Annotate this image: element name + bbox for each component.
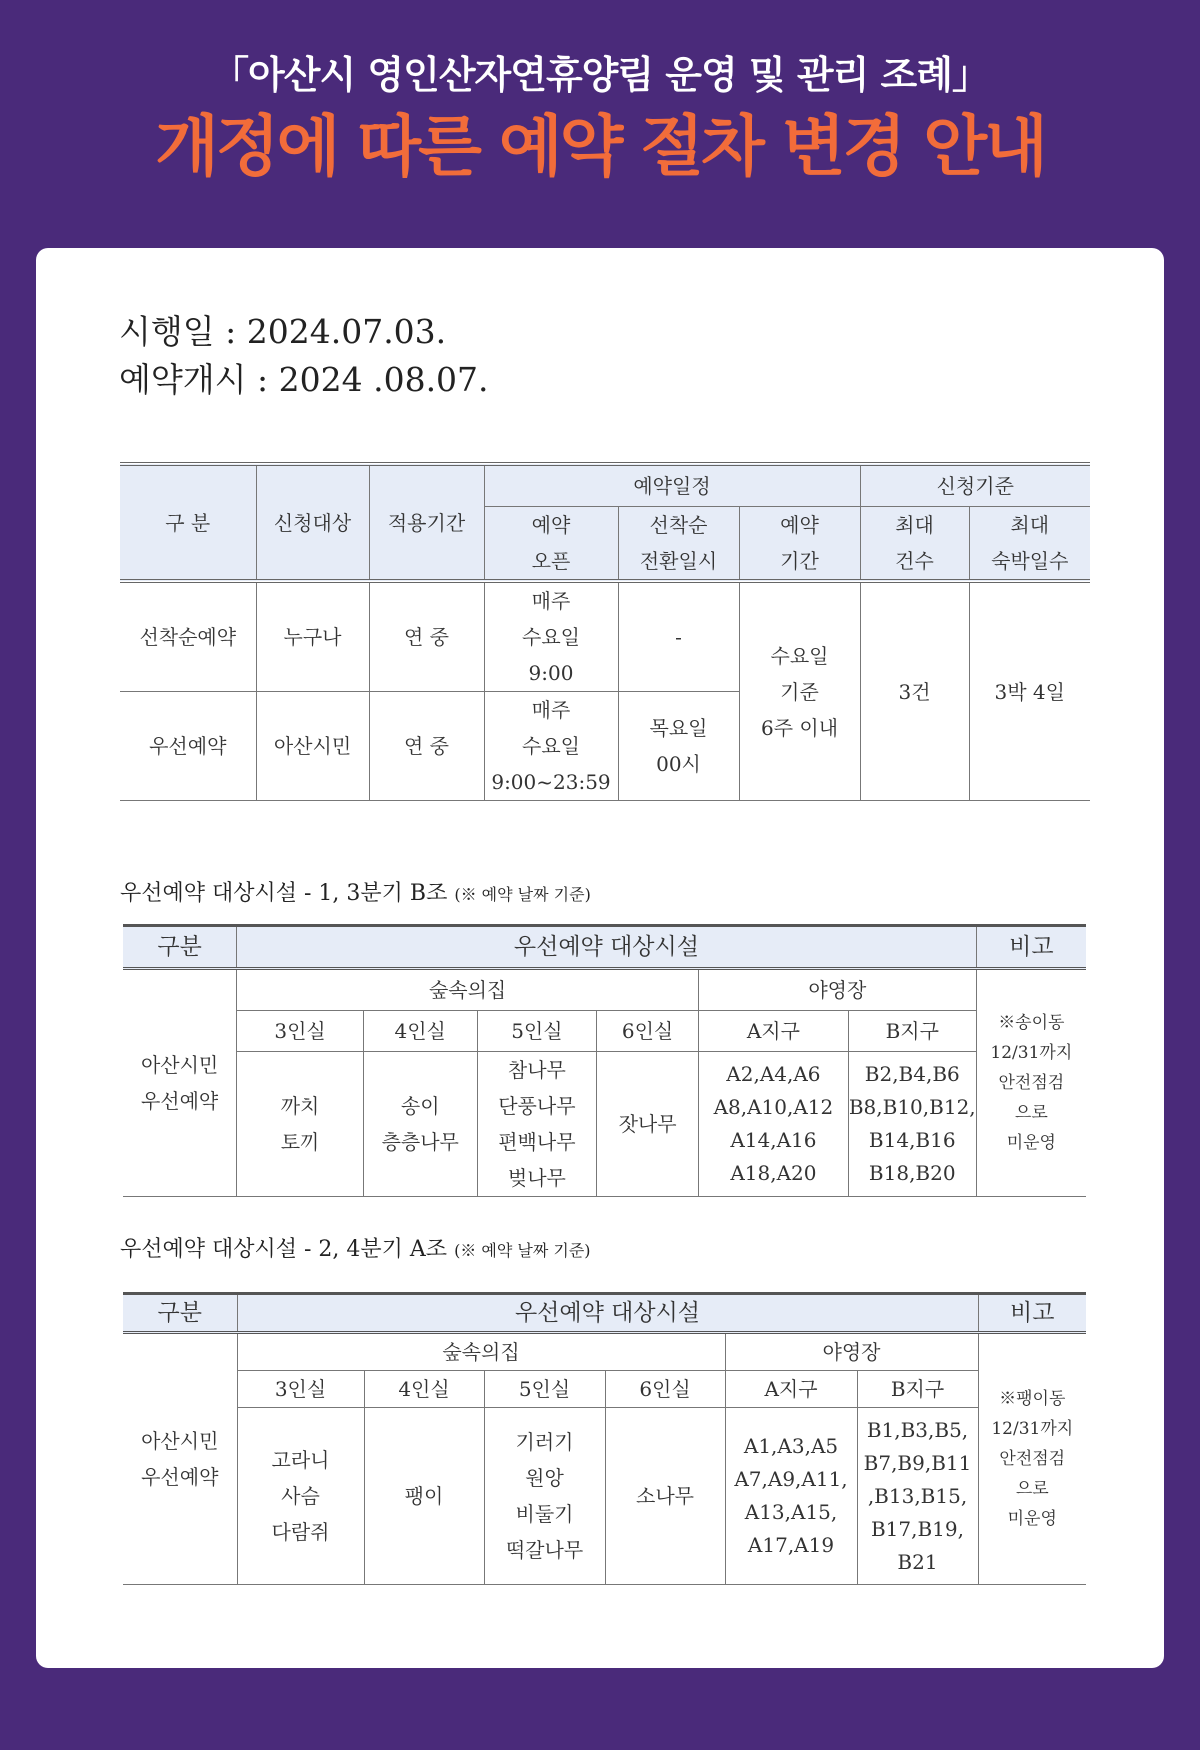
s2-r6-header: 6인실 <box>605 1371 725 1408</box>
s2-r4-cell: 팽이 <box>364 1408 484 1585</box>
header-schedule: 예약일정 <box>484 464 860 507</box>
row-open: 매주 수요일 9:00~23:59 <box>484 692 618 801</box>
header-open: 예약 오픈 <box>484 507 618 582</box>
s1-remarks: ※송이동 12/31까지 안전점검 으로 미운영 <box>976 969 1086 1197</box>
reservation-start-date: 예약개시 : 2024 .08.07. <box>119 360 489 399</box>
header-target: 신청대상 <box>256 464 369 581</box>
s2-a-cell: A1,A3,A5 A7,A9,A11, A13,A15, A17,A19 <box>725 1408 857 1585</box>
s2-r5-cell: 기러기 원앙 비둘기 떡갈나무 <box>484 1408 605 1585</box>
section1-label: 우선예약 대상시설 - 1, 3분기 B조 (※ 예약 날짜 기준) <box>120 881 591 906</box>
section2-label: 우선예약 대상시설 - 2, 4분기 A조 (※ 예약 날짜 기준) <box>120 1237 591 1262</box>
row-category: 선착순예약 <box>120 581 256 692</box>
ordinance-subtitle: 「아산시 영인산자연휴양림 운영 및 관리 조례」 <box>211 53 989 97</box>
table-row <box>120 581 1090 692</box>
s1-r3-cell: 까치 토끼 <box>237 1052 364 1197</box>
row-switch: 목요일 00시 <box>618 692 739 801</box>
shared-term: 수요일 기준 6주 이내 <box>739 581 860 801</box>
header <box>0 0 1200 248</box>
row-target: 누구나 <box>256 581 369 692</box>
s2-camp-header: 야영장 <box>725 1333 978 1371</box>
header-category: 구 분 <box>120 464 256 581</box>
row-open: 매주 수요일 9:00 <box>484 581 618 692</box>
row-category: 우선예약 <box>120 692 256 801</box>
s1-b-cell: B2,B4,B6 B8,B10,B12, B14,B16 B18,B20 <box>848 1052 976 1197</box>
row-target: 아산시민 <box>256 692 369 801</box>
s2-r3-header: 3인실 <box>237 1371 364 1408</box>
s1-b-header: B지구 <box>848 1011 976 1052</box>
s1-header-category: 구분 <box>123 926 237 969</box>
section1-table <box>123 924 1086 1197</box>
s2-r6-cell: 소나무 <box>605 1408 725 1585</box>
s2-a-header: A지구 <box>725 1371 857 1408</box>
s2-header-remarks: 비고 <box>978 1294 1086 1333</box>
dates-block <box>119 308 489 404</box>
section2-table <box>123 1292 1086 1585</box>
s1-r6-cell: 잣나무 <box>597 1052 699 1197</box>
notice-card <box>36 248 1164 1668</box>
s2-b-cell: B1,B3,B5, B7,B9,B11 ,B13,B15, B17,B19, B21 <box>857 1408 978 1585</box>
s2-row-label: 아산시민 우선예약 <box>123 1333 237 1585</box>
header-max-count: 최대 건수 <box>860 507 969 582</box>
s1-cabin-header: 숲속의집 <box>237 969 699 1011</box>
s1-header-remarks: 비고 <box>976 926 1086 969</box>
row-period: 연 중 <box>369 692 484 801</box>
s2-cabin-header: 숲속의집 <box>237 1333 725 1371</box>
section2-note: (※ 예약 날짜 기준) <box>454 1241 591 1260</box>
header-term: 예약 기간 <box>739 507 860 582</box>
s1-r5-cell: 참나무 단풍나무 편백나무 벚나무 <box>477 1052 597 1197</box>
section1-note: (※ 예약 날짜 기준) <box>454 885 591 904</box>
header-criteria: 신청기준 <box>860 464 1090 507</box>
s2-r4-header: 4인실 <box>364 1371 484 1408</box>
s1-row-label: 아산시민 우선예약 <box>123 969 237 1197</box>
s1-a-cell: A2,A4,A6 A8,A10,A12 A14,A16 A18,A20 <box>698 1052 848 1197</box>
s1-r6-header: 6인실 <box>597 1011 699 1052</box>
s1-r4-cell: 송이 층층나무 <box>363 1052 477 1197</box>
s2-r3-cell: 고라니 사슴 다람쥐 <box>237 1408 364 1585</box>
header-period: 적용기간 <box>369 464 484 581</box>
header-switch: 선착순 전환일시 <box>618 507 739 582</box>
notice-title: 개정에 따른 예약 절차 변경 안내 <box>155 108 1045 185</box>
s1-r4-header: 4인실 <box>363 1011 477 1052</box>
s1-r3-header: 3인실 <box>237 1011 364 1052</box>
schedule-table <box>120 462 1090 801</box>
s2-header-category: 구분 <box>123 1294 237 1333</box>
header-max-nights: 최대 숙박일수 <box>969 507 1090 582</box>
shared-max-count: 3건 <box>860 581 969 801</box>
s2-r5-header: 5인실 <box>484 1371 605 1408</box>
row-switch: - <box>618 581 739 692</box>
s2-remarks: ※팽이동 12/31까지 안전점검 으로 미운영 <box>978 1333 1086 1585</box>
shared-max-nights: 3박 4일 <box>969 581 1090 801</box>
s2-b-header: B지구 <box>857 1371 978 1408</box>
s1-header-facilities: 우선예약 대상시설 <box>237 926 976 969</box>
s1-camp-header: 야영장 <box>698 969 976 1011</box>
s1-r5-header: 5인실 <box>477 1011 597 1052</box>
effective-date: 시행일 : 2024.07.03. <box>119 312 447 351</box>
s1-a-header: A지구 <box>698 1011 848 1052</box>
s2-header-facilities: 우선예약 대상시설 <box>237 1294 978 1333</box>
row-period: 연 중 <box>369 581 484 692</box>
